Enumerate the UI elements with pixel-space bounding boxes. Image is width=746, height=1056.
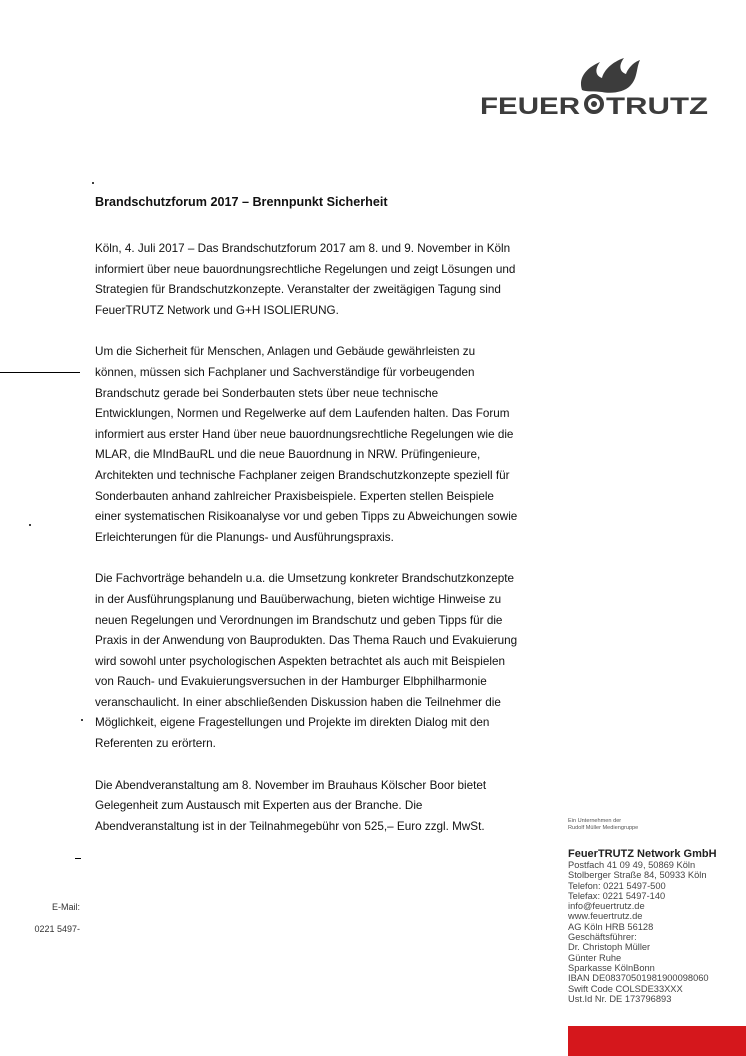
managing-director-2: Günter Ruhe [568,952,622,963]
commercial-register: AG Köln HRB 56128 [568,921,654,932]
margin-dot [81,719,83,721]
telefax: Telefax: 0221 5497-140 [568,890,666,901]
ring-icon [586,96,602,112]
logo-graphic [478,56,710,120]
flame-icon [581,58,640,93]
vat-id: Ust.Id Nr. DE 173796893 [568,993,672,1004]
paragraph-safety: Um die Sicherheit für Menschen, Anlagen und Gebäude gewährleisten zu können, müssen sich Fachplaner und Sachverständige für vorbeugenden Brandschutz gerade bei Sonderbauten stets über neue technische Entwicklungen, Normen und Regelwerke auf dem Laufenden halten. Das Forum informiert aus erster Hand über neue bauordnungsrechtliche Regelungen wie die MLAR, die MIndBauRL und die neue Bauordnung in NRW. Prüfingenieure, Architekten und technische Fachplaner zeigen Brandschutzkonzepte speziell für Sonderbauten anhand zahlreicher Praxisbeispiele. Experten stellen Beispiele einer systematischen Risikoanalyse vor und geben Tipps zu Abweichungen sowie Erleichterungen für die Planungs- und Ausführungspraxis. [95,345,518,544]
brand-accent-bar [568,1026,746,1056]
company-name: FeuerTRUTZ Network GmbH [568,848,717,860]
margin-dot [92,182,94,184]
bank-name: Sparkasse KölnBonn [568,962,655,973]
swift-code: Swift Code COLSDE33XXX [568,983,683,994]
street-address: Stolberger Straße 84, 50933 Köln [568,870,707,881]
logo-text-right: TRUTZ [606,93,708,120]
postal-address: Postfach 41 09 49, 50869 Köln [568,860,696,870]
phone-label: 0221 5497- [34,924,80,934]
managing-directors-label: Geschäftsführer: [568,932,637,943]
fold-mark [0,372,80,373]
logo-text-left: FEUER [480,93,580,120]
margin-dot [29,524,31,526]
document-body [95,239,565,858]
company-sidebar [568,818,746,1004]
parent-company-line: Ein Unternehmen der [568,818,622,824]
website: www.feuertrutz.de [568,911,643,922]
email-address: info@feuertrutz.de [568,901,645,912]
paragraph-evening: Die Abendveranstaltung am 8. November im Brauhaus Kölscher Boor bietet Gelegenheit zum Austausch mit Experten aus der Branche. Die Abendveranstaltung ist in der Teilnahmegebühr von 525,– Euro zzgl. MwSt. [95,778,487,833]
paragraph-talks: Die Fachvorträge behandeln u.a. die Umsetzung konkreter Brandschutzkonzepte in der Ausführungsplanung und Bauüberwachung, bieten wichtige Hinweise zu neuen Regelungen und Verordnungen im Brandschutz und geben Tipps für die Praxis in der Anwendung von Bauprodukten. Das Thema Rauch und Evakuierung wird sowohl unter psychologischen Aspekten betrachtet als auch mit Beispielen von Rauch- und Evakuierungsversuchen in der Hamburger Elbphilharmonie veranschaulicht. In einer abschließenden Diskussion haben die Teilnehmer die Möglichkeit, eigene Fragestellungen und Projekte im direkten Dialog mit den Referenten zu erörtern. [95,572,518,751]
fold-mark [75,858,81,859]
managing-director-1: Dr. Christoph Müller [568,942,651,953]
document-title: Brandschutzforum 2017 – Brennpunkt Sicherheit [95,195,388,209]
parent-company-name: Rudolf Müller Mediengruppe [568,825,639,831]
telephone: Telefon: 0221 5497-500 [568,880,666,891]
email-label: E-Mail: [51,902,80,912]
paragraph-intro: Köln, 4. Juli 2017 – Das Brandschutzforum 2017 am 8. und 9. November in Köln informiert über neue bauordnungsrechtliche Regelungen und zeigt Lösungen und Strategien für Brandschutzkonzepte. Veranstalter der zweitägigen Tagung sind FeuerTRUTZ Network und G+H ISOLIERUNG. [95,242,516,317]
feuertrutz-logo [478,56,710,120]
iban: IBAN DE08370501981900098060 [568,973,709,984]
